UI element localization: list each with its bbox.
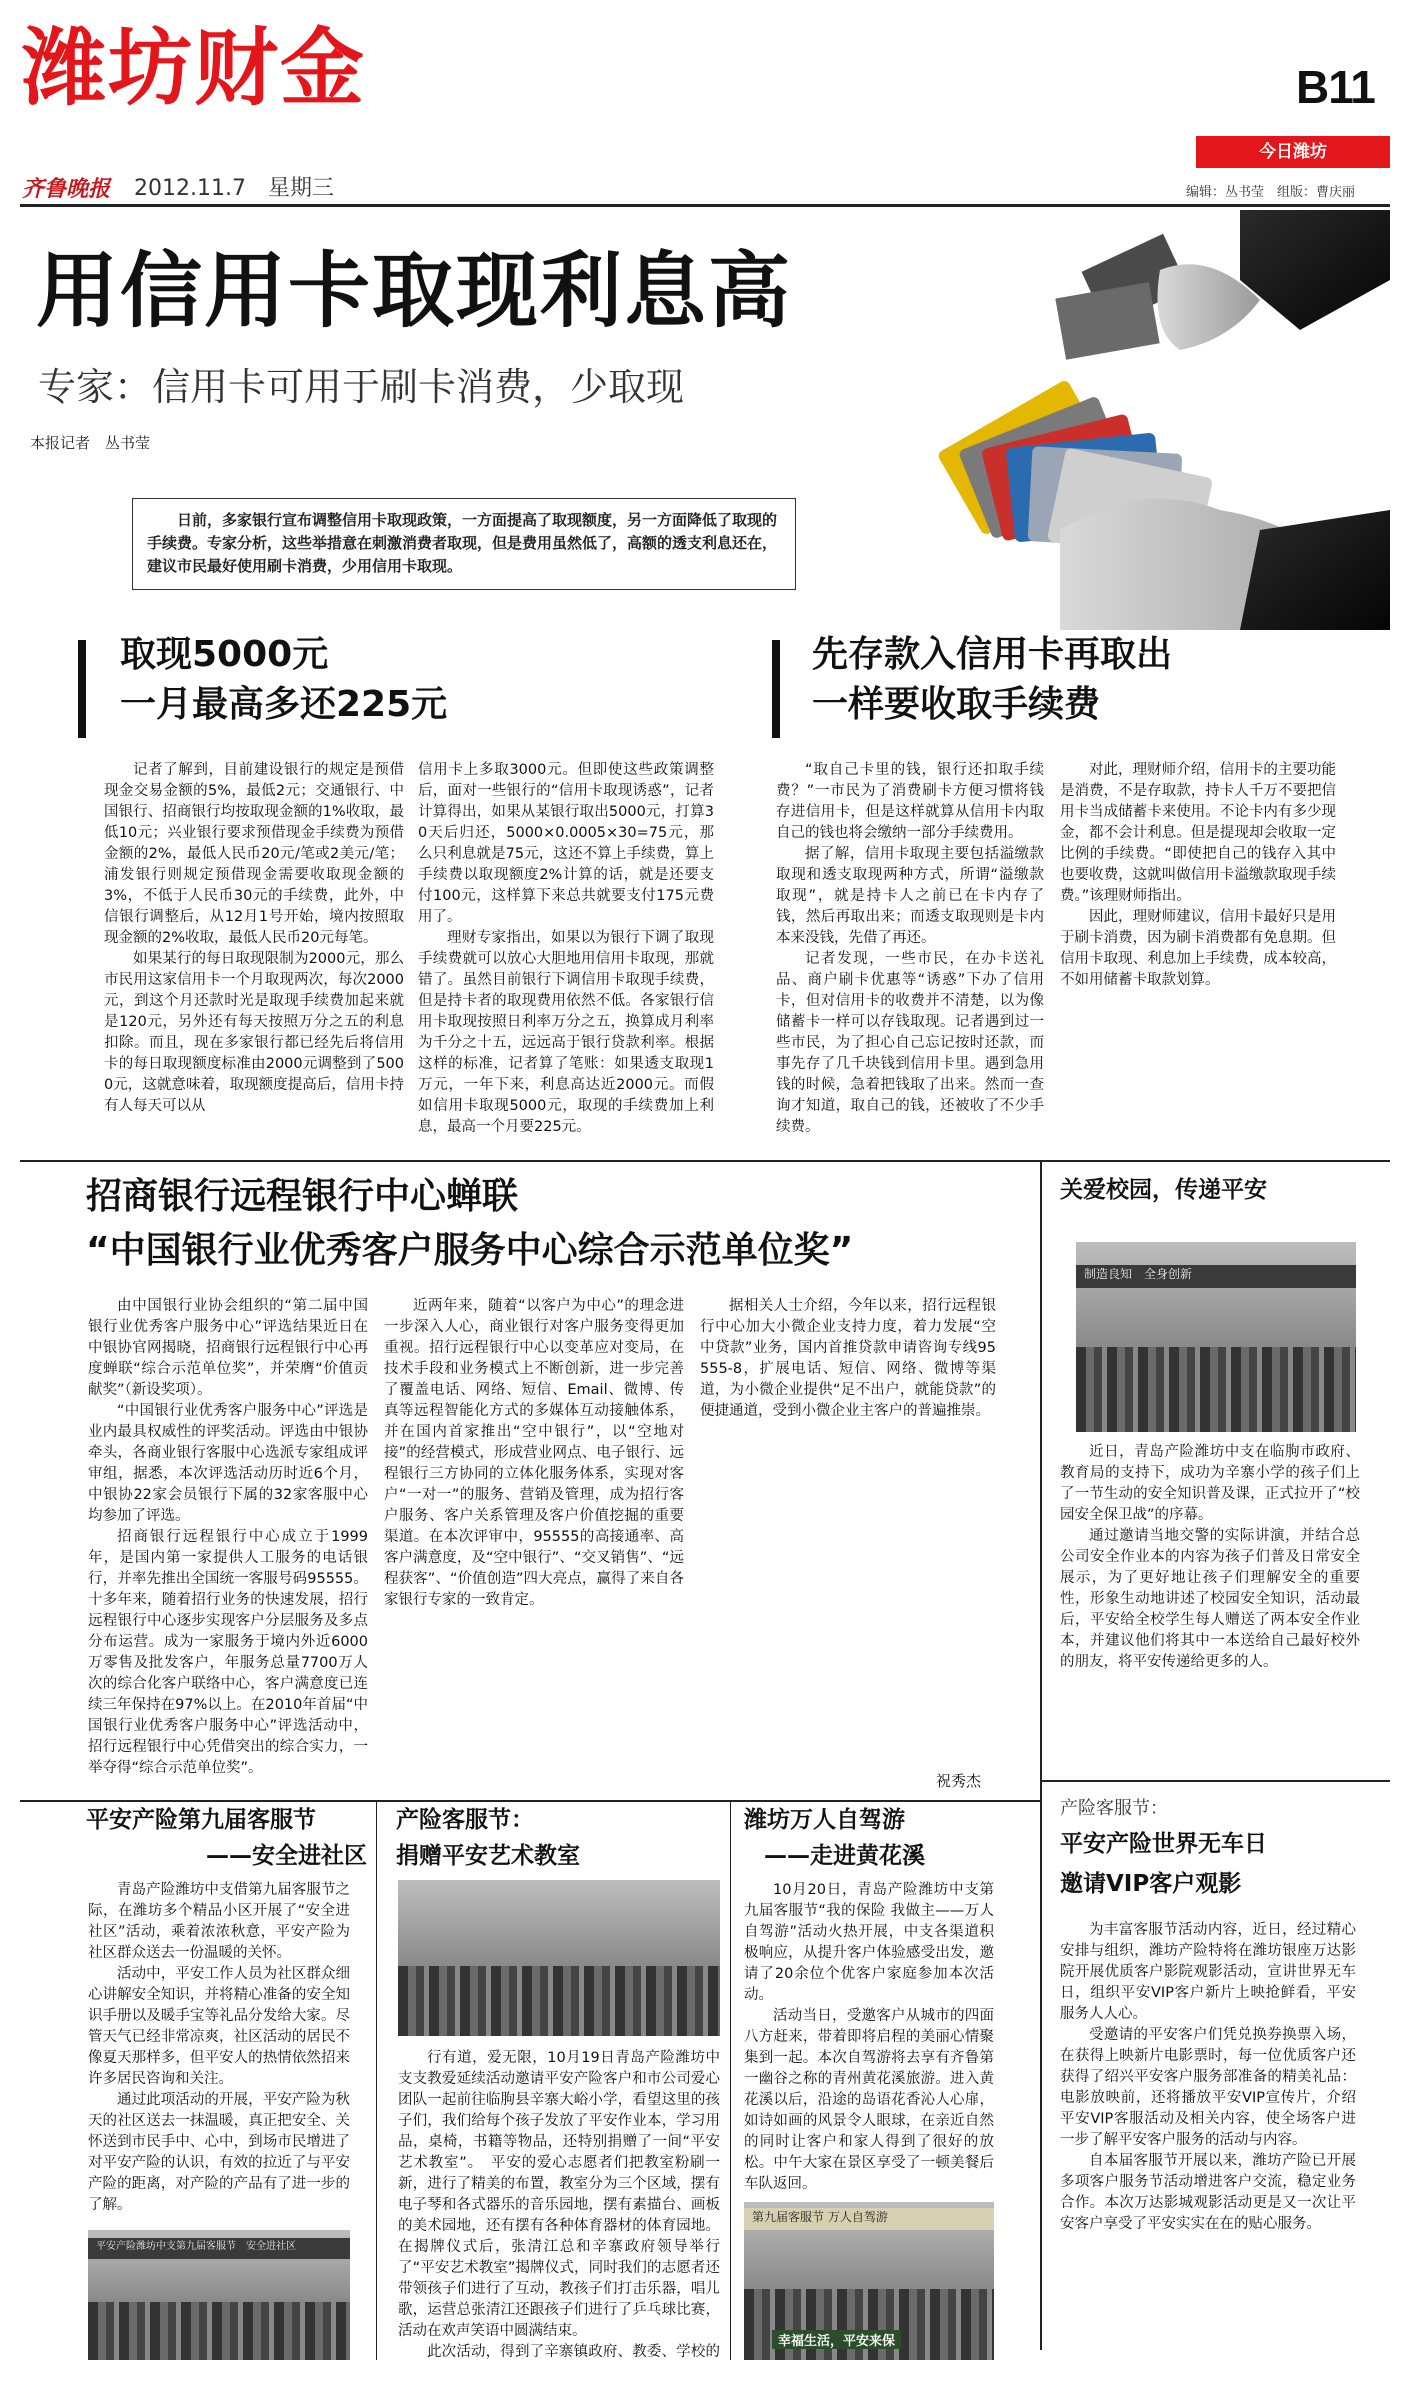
paragraph: 理财专家指出，如果以为银行下调了取现手续费就可以放心大胆地用信用卡取现，那就错了。虽然目前银行下调信用卡取现手续费，但是持卡者的取现费用依然不低。各家银行信用卡取现按照日利率万分之五，换算成月利率为千分之十五，远远高于银行贷款利率。根据这样的标准，记者算了笔账：如果透支取现1万元，一年下来，利息高达近2000元。而假如信用卡取现5000元，取现的手续费加上利息，最高一个月要225元。: [418, 930, 714, 1135]
paragraph: 如果某行的每日取现限制为2000元，那么市民用这家信用卡一个月取现两次，每次2000元，到这个月还款时光是取现手续费加起来就是120元，另外还有每天按照万分之五的利息扣除。而且，现在多家银行都已经先后将信用卡的每日取现额度标准由2000元调整到了5000元，这就意味着，取现额度提高后，信用卡持有人每天可以从: [104, 951, 404, 1114]
section2-col2: [1060, 760, 1336, 1160]
drive-photo-banner: 第九届客服节 万人自驾游: [744, 2208, 994, 2230]
section-divider: [1040, 1780, 1390, 1782]
vertical-divider: [376, 1800, 377, 2360]
paragraph: 信用卡上多取3000元。但即使这些政策调整后，面对一些银行的“信用卡取现诱惑”，记者计算得出，如果从某银行取出5000元，打算30天后归还，5000×0.0005×30=75元，那么只利息就是75元，这还不算上手续费，算上手续费以取现额度2%计算的话，就是还要支付100元，这样算下来总共就要支付175元费用了。: [418, 762, 714, 925]
paragraph: 通过邀请当地交警的实际讲演，并结合总公司安全作业本的内容为孩子们普及日常安全展示，为了更好地让孩子们理解安全的重要性，形象生动地讲述了校园安全知识，活动最后，平安给全校学生每人赠送了两本安全作业本，并建议他们将其中一本送给自己最好校外的朋友，将平安传递给更多的人。: [1060, 1528, 1360, 1670]
community-photo-banner: 平安产险潍坊中支第九届客服节 安全进社区: [88, 2238, 350, 2259]
campus-title: 关爱校园，传递平安: [1060, 1177, 1267, 1203]
carfree-title-line2: 邀请VIP客户观影: [1060, 1871, 1242, 1897]
drive-photo-slogan: 幸福生活，平安来保: [772, 2330, 901, 2349]
section2-title-line1: 先存款入信用卡再取出: [812, 634, 1173, 675]
carfree-title: [1060, 1824, 1267, 1904]
issue-date: [134, 171, 334, 202]
section2-marker: [772, 640, 780, 738]
cmb-col3: [700, 1296, 996, 1798]
paragraph: 招商银行远程银行中心成立于1999年，是国内第一家提供人工服务的电话银行，并率先推出全国统一客服号码95555。十多年来，随着招行业务的快速发展，招行远程银行中心逐步实现客户分层服务及多点分布运营。成为一家服务于境内外近6000万零售及批发客户，年服务总量7700万人次的综合化客户联络中心，客户满意度已连续三年保持在97%以上。在2010年首届“中国银行业优秀客户服务中心”评选活动中，招行远程银行中心凭借突出的综合实力，一举夺得“综合示范单位奖”。: [88, 1529, 368, 1776]
community-title-line1: 平安产险第九届客服节: [86, 1807, 316, 1833]
drive-title-line2: ——走进黄花溪: [764, 1843, 925, 1869]
section1-marker: [78, 640, 86, 738]
paper-logo: 齐鲁晚报: [22, 176, 111, 202]
weekday: 星期三: [267, 176, 334, 201]
paragraph: 记者发现，一些市民，在办卡送礼品、商户刷卡优惠等“诱惑”下办了信用卡，但对信用卡的收费并不清楚，以为像储蓄卡一样可以存钱取现。记者遇到过一些市民，为了担心自己忘记按时还款，而事先存了几千块钱到信用卡里。遇到急用钱的时候，急着把钱取了出来。然而一查询才知道，取自己的钱，还被收了不少手续费。: [776, 951, 1044, 1135]
section1-title: [120, 630, 447, 730]
art-title-line2: 捐赠平安艺术教室: [396, 1843, 580, 1869]
photo-crowd: [744, 2289, 994, 2360]
carfree-kicker: 产险客服节：: [1060, 1798, 1168, 1819]
section-divider: [20, 1160, 1390, 1162]
paragraph: 由中国银行业协会组织的“第二届中国银行业优秀客户服务中心”评选结果近日在中银协官网揭晓，招商银行远程银行中心再度蝉联“综合示范单位奖”，并荣膺“价值贡献奖”（新设奖项）。: [88, 1298, 368, 1398]
section1-col2: [418, 760, 714, 1160]
paragraph: 近两年来，随着“以客户为中心”的理念进一步深入人心，商业银行对客户服务变得更加重视。招行远程银行中心以变革应对变局，在技术手段和业务模式上不断创新，进一步完善了覆盖电话、网络、短信、Email、微博、传真等远程智能化方式的多媒体互动接触体系，并在国内首家推出“空中银行”，以“空地对接”的经营模式，形成营业网点、电子银行、远程银行三方协同的立体化服务体系，实现对客户“一对一”的服务、营销及管理，成为招行客户服务、客户关系管理及客户价值挖掘的重要渠道。在本次评审中，95555的高接通率、高客户满意度，及“空中银行”、“交叉销售”、“远程获客”、“价值创造”四大亮点，赢得了来自各家银行专家的一致肯定。: [384, 1298, 684, 1608]
cmb-col2: [384, 1296, 684, 1798]
header-rule: [20, 204, 1390, 207]
paragraph: “中国银行业优秀客户服务中心”评选是业内最具权威性的评奖活动。评选由中银协牵头，各商业银行客服中心选派专家组成评审组，据悉，本次评选活动历时近6个月，中银协22家会员银行下属的32家客服中心均参加了评选。: [88, 1403, 368, 1524]
drive-text: [744, 1880, 994, 2194]
masthead: 潍坊财金: [22, 18, 367, 117]
paragraph: 此次活动，得到了辛寨镇政府、教委、学校的: [427, 2344, 720, 2360]
editors-credit: 编辑：丛书莹 组版：曹庆丽: [1186, 185, 1356, 200]
carfree-title-line1: 平安产险世界无车日: [1060, 1831, 1267, 1857]
campus-text: [1060, 1442, 1360, 1772]
lead-intro-box: 日前，多家银行宣布调整信用卡取现政策，一方面提高了取现额度，另一方面降低了取现的手续费。专家分析，这些举措意在刺激消费者取现，但是费用虽然低了，高额的透支利息还在，建议市民最好使用刷卡消费，少用信用卡取现。: [132, 498, 796, 590]
community-title-line2: ——安全进社区: [206, 1843, 367, 1869]
drive-title-line1: 潍坊万人自驾游: [744, 1807, 905, 1833]
paragraph: 据了解，信用卡取现主要包括溢缴款取现和透支取现两种方式，所谓“溢缴款取现”，就是持卡人之前已在卡内存了钱，然后再取出来；而透支取现则是卡内本来没钱，先借了再还。: [776, 846, 1044, 946]
lead-headline: 用信用卡取现利息高: [36, 244, 793, 339]
paragraph: 活动当日，受邀客户从城市的四面八方赶来，带着即将启程的美丽心情聚集到一起。本次自驾游将去享有齐鲁第一幽谷之称的青州黄花溪旅游。进入黄花溪以后，沿途的岛语花香沁人心扉，如诗如画的风景令人眼球，在亲近自然的同时让客户和家人得到了很好的放松。中午大家在景区享受了一顿美餐后车队返回。: [744, 2008, 994, 2192]
paragraph: “取自己卡里的钱，银行还扣取手续费？”一市民为了消费刷卡方便习惯将钱存进信用卡，但是这样就算从信用卡内取自己的钱也将会缴纳一部分手续费用。: [776, 762, 1044, 841]
community-text: [88, 1880, 350, 2220]
paragraph: 活动中，平安工作人员为社区群众细心讲解安全知识，并将精心准备的安全知识手册以及暖手宝等礼品分发给大家。尽管天气已经非常凉爽，社区活动的居民不像夏天那样多，但平安人的热情依然招来许多居民咨询和关注。: [88, 1966, 350, 2087]
paragraph: 为丰富客服节活动内容，近日，经过精心安排与组织，潍坊产险特将在潍坊银座万达影院开展优质客户影院观影活动，宣讲世界无车日，组织平安VIP客户新片上映抢鲜看，平安服务人人心。: [1060, 1922, 1356, 2022]
photo-crowd: [398, 1966, 720, 2036]
photo-crowd: [1076, 1347, 1356, 1433]
cmb-title-line2: “中国银行业优秀客户服务中心综合示范单位奖”: [86, 1230, 854, 1271]
lead-subheadline: 专家：信用卡可用于刷卡消费，少取现: [38, 365, 685, 409]
section-tab: 今日潍坊: [1196, 136, 1390, 168]
art-title: [396, 1802, 580, 1874]
date-value: 2012.11.7: [134, 176, 246, 201]
paragraph: 青岛产险潍坊中支借第九届客服节之际，在潍坊多个精品小区开展了“安全进社区”活动，乘着浓浓秋意，平安产险为社区群众送去一份温暖的关怀。: [88, 1882, 350, 1961]
photo-crowd: [88, 2302, 350, 2361]
cmb-title: [86, 1170, 853, 1278]
paragraph: 记者了解到，目前建设银行的规定是预借现金交易金额的5%，最低2元；交通银行、中国银行、招商银行均按取现金额的1%收取，最低10元；兴业银行要求预借现金手续费为预借金额的2%，最低人民币20元/笔或2美元/笔；浦发银行则规定预借现金需要收取现金额的3%，不低于人民币30元的手续费，此外，中信银行调整后，从12月1号开始，境内按照取现金额的2%收取，最低人民币20元每笔。: [104, 762, 404, 946]
paragraph: 行有道，爱无限，10月19日青岛产险潍坊中支支教爱延续活动邀请平安产险客户和市公司爱心团队一起前往临朐县辛寨大峪小学，看望这里的孩子们，我们给每个孩子发放了平安作业本，学习用品，桌椅，书籍等物品，还特别捐赠了一间“平安艺术教室”。 平安的爱心志愿者们把教室粉刷一新，进行了精美的布置，教室分为三个区域，摆有电子琴和各式器乐的音乐园地，摆有素描台、画板的美术园地，还有摆有各种体育器材的体育园地。在揭牌仪式后，张清江总和辛寨政府领导举行了“平安艺术教室”揭牌仪式，同时我们的志愿者还带领孩子们进行了互动，教孩子们打击乐器，唱儿歌，运营总张清江还跟孩子们进行了乒乓球比赛，活动在欢声笑语中圆满结束。: [398, 2050, 720, 2339]
paragraph: 自本届客服节开展以来，潍坊产险已开展多项客户服务节活动增进客户交流，稳定业务合作。本次万达影城观影活动更是又一次让平安客户享受了平安实实在在的贴心服务。: [1060, 2153, 1356, 2232]
carfree-text: [1060, 1920, 1356, 2360]
paragraph: 据相关人士介绍，今年以来，招行远程银行中心加大小微企业支持力度，着力发展“空中贷款”业务，国内首推贷款申请咨询专线95555-8，扩展电话、短信、网络、微博等渠道，为小微企业提供“足不出户，就能贷款”的便捷通道，受到小微企业主客户的普遍推崇。: [700, 1298, 996, 1419]
community-photo: [88, 2230, 350, 2360]
paragraph: 近日，青岛产险潍坊中支在临朐市政府、教育局的支持下，成功为辛寨小学的孩子们上了一节生动的安全知识普及课，正式拉开了“校园安全保卫战”的序幕。: [1060, 1444, 1360, 1523]
cmb-title-line1: 招商银行远程银行中心蝉联: [86, 1176, 519, 1217]
community-title: [86, 1802, 367, 1874]
credit-card-hand-illustration: [860, 210, 1390, 630]
section1-col1: [104, 760, 404, 1160]
paragraph: 对此，理财师介绍，信用卡的主要功能是消费，不是存取款，持卡人千万不要把信用卡当成储蓄卡来使用。不论卡内有多少现金，都不会计利息。但是提现却会收取一定比例的手续费。“即使把自己的钱存入其中也要收费，这就叫做信用卡溢缴款取现手续费。”该理财师指出。: [1060, 762, 1336, 904]
section1-title-line2: 一月最高多还225元: [120, 684, 448, 725]
paragraph: 10月20日，青岛产险潍坊中支第九届客服节“我的保险 我做主——万人自驾游”活动火热开展，中支各渠道积极响应，从提升客户体验感受出发，邀请了20余位个优客户家庭参加本次活动。: [744, 1882, 994, 2003]
section2-title: [812, 630, 1172, 730]
art-photo: [398, 1880, 720, 2036]
cmb-col1: [88, 1296, 368, 1798]
art-title-line1: 产险客服节：: [396, 1807, 534, 1833]
paragraph: 受邀请的平安客户们凭兑换券换票入场，在获得上映新片电影票时，每一位优质客户还获得了绍兴平安客户服务部准备的精美礼品：电影放映前，还将播放平安VIP宣传片，介绍平安VIP客服活动及相关内容，使全场客户进一步了解平安客户服务的活动与内容。: [1060, 2027, 1356, 2148]
section2-col1: [776, 760, 1044, 1160]
page-number: B11: [1296, 61, 1375, 113]
vertical-divider: [1040, 1160, 1042, 2350]
campus-photo: [1076, 1242, 1356, 1432]
campus-photo-banner: 制造良知 全身创新: [1076, 1265, 1356, 1288]
section2-title-line2: 一样要收取手续费: [812, 684, 1101, 725]
vertical-divider: [730, 1800, 731, 2360]
art-text: [398, 2048, 720, 2360]
section1-title-line1: 取现5000元: [120, 634, 329, 675]
drive-title: [744, 1802, 925, 1874]
paragraph: 通过此项活动的开展，平安产险为秋天的社区送去一抹温暖，真正把安全、关怀送到市民手中、心中，到场市民增进了对平安产险的认识，有效的拉近了与平安产险的距离，对产险的产品有了进一步的了解。: [88, 2092, 350, 2213]
drive-photo: [744, 2202, 994, 2360]
paragraph: 因此，理财师建议，信用卡最好只是用于刷卡消费，因为刷卡消费都有免息期。但信用卡取现、利息加上手续费，成本较高，不如用储蓄卡取款划算。: [1060, 909, 1336, 988]
byline: 本报记者 丛书莹: [30, 434, 151, 452]
cmb-signature: 祝秀杰: [936, 1772, 982, 1790]
